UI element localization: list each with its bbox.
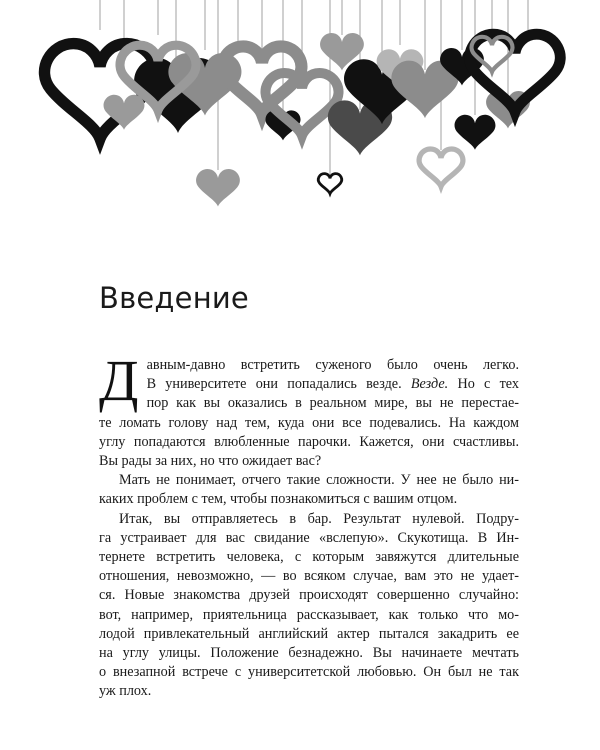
text-line: на углу улицы. Положение безнадежно. Вы начинаете мечтать <box>99 645 519 662</box>
heart-outline-light-grey <box>419 149 463 187</box>
text-line: Вы рады за них, но что ожидает вас? <box>99 453 322 470</box>
text-line: пор как вы оказались в реальном мире, вы не перестае- <box>146 395 519 412</box>
text-line: о внезапной встрече с университетской любовью. Он был не так <box>99 664 519 681</box>
text-line: вот, например, приятельница рассказывает, как только что мо- <box>99 606 519 623</box>
text-line: отношения, невозможно, — во всяком случае, вам это не удает- <box>99 568 519 585</box>
chapter-body <box>99 348 519 702</box>
text-line <box>99 375 519 394</box>
hanging-hearts-illustration <box>0 0 600 235</box>
text-line: уж плох. <box>99 683 152 700</box>
text-line: те ломать голову над тем, куда они все подевались. На каждом <box>99 414 519 431</box>
text-line: Итак, вы отправляетесь в бар. Результат нулевой. Подру- <box>119 510 519 527</box>
text-line: углу попадаются влюбленные парочки. Кажется, они счастливы. <box>99 433 519 450</box>
text-run: В университете они попадались везде. <box>146 376 411 393</box>
chapter-title: Введение <box>99 281 249 315</box>
text-run: Но с тех <box>448 376 519 393</box>
text-line: ся. Новые знакомства друзей происходят совершенно случайно: <box>99 587 519 604</box>
heart-outline-black <box>318 174 341 194</box>
text-line: каких проблем с тем, чтобы познакомиться с вашим отцом. <box>99 491 458 508</box>
text-line: авным-давно встретить суженого было очень легко. <box>146 357 519 373</box>
text-line: га устраивает для вас свидание «вслепую». Скукотища. В Ин- <box>99 529 519 546</box>
drop-cap: Д <box>99 348 139 413</box>
paragraph <box>99 471 519 509</box>
emphasis: Везде. <box>410 376 449 393</box>
paragraph-intro <box>99 348 519 471</box>
heart-black <box>455 115 496 150</box>
text-line: Мать не понимает, отчего такие сложности. У нее не было ни- <box>119 472 519 489</box>
heart-outline-grey <box>223 46 302 114</box>
text-line: тернете встретить человека, с которым завяжутся длительные <box>99 549 519 566</box>
paragraph <box>99 510 519 702</box>
text-line: лодой привлекательный английский актер пытался закадрить ее <box>99 625 519 642</box>
heart-grey <box>196 169 240 207</box>
